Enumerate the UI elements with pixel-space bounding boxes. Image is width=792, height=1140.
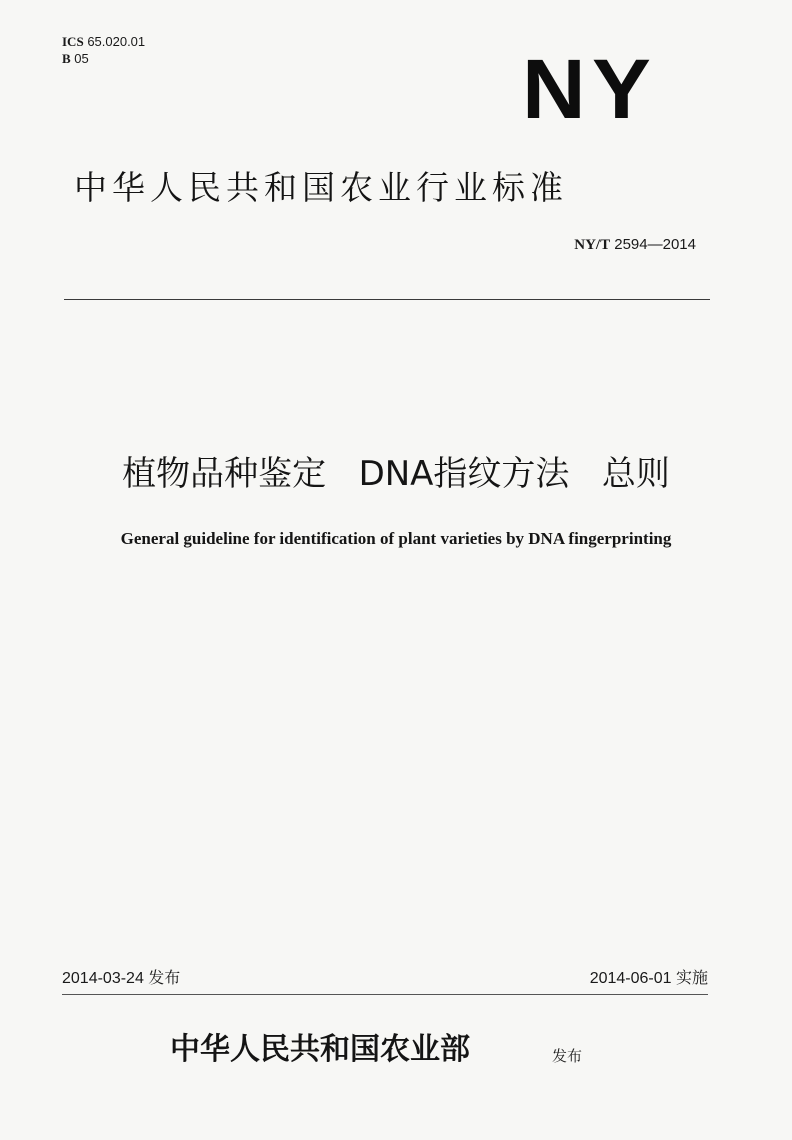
ccs-code	[62, 51, 89, 67]
header-divider	[64, 299, 710, 300]
ccs-prefix: B	[62, 51, 71, 66]
issue-date: 2014-03-24	[62, 970, 144, 987]
standard-title: 中华人民共和国农业行业标准	[74, 168, 568, 207]
footer-divider	[62, 994, 708, 995]
standard-number-prefix: NY/T	[574, 237, 611, 253]
issuer-name: 中华人民共和国农业部	[170, 1032, 470, 1067]
standard-number	[574, 236, 696, 254]
implement-date-line	[590, 968, 708, 990]
ics-code	[62, 34, 145, 50]
issue-label: 发布	[148, 970, 181, 987]
document-title-chinese: 植物品种鉴定 DNA指纹方法 总则	[122, 454, 670, 494]
ccs-number: 05	[74, 51, 89, 66]
standard-number-value: 2594—2014	[614, 236, 696, 253]
ics-number: 65.020.01	[87, 34, 146, 49]
implement-label: 实施	[675, 970, 708, 987]
ics-prefix: ICS	[62, 34, 84, 49]
issuer-suffix: 发布	[552, 1047, 583, 1065]
issue-date-line	[62, 968, 180, 990]
implement-date: 2014-06-01	[589, 970, 672, 987]
ny-logo: NY	[522, 42, 658, 136]
document-title-english: General guideline for identification of plant varieties by DNA fingerprinting	[120, 529, 672, 548]
